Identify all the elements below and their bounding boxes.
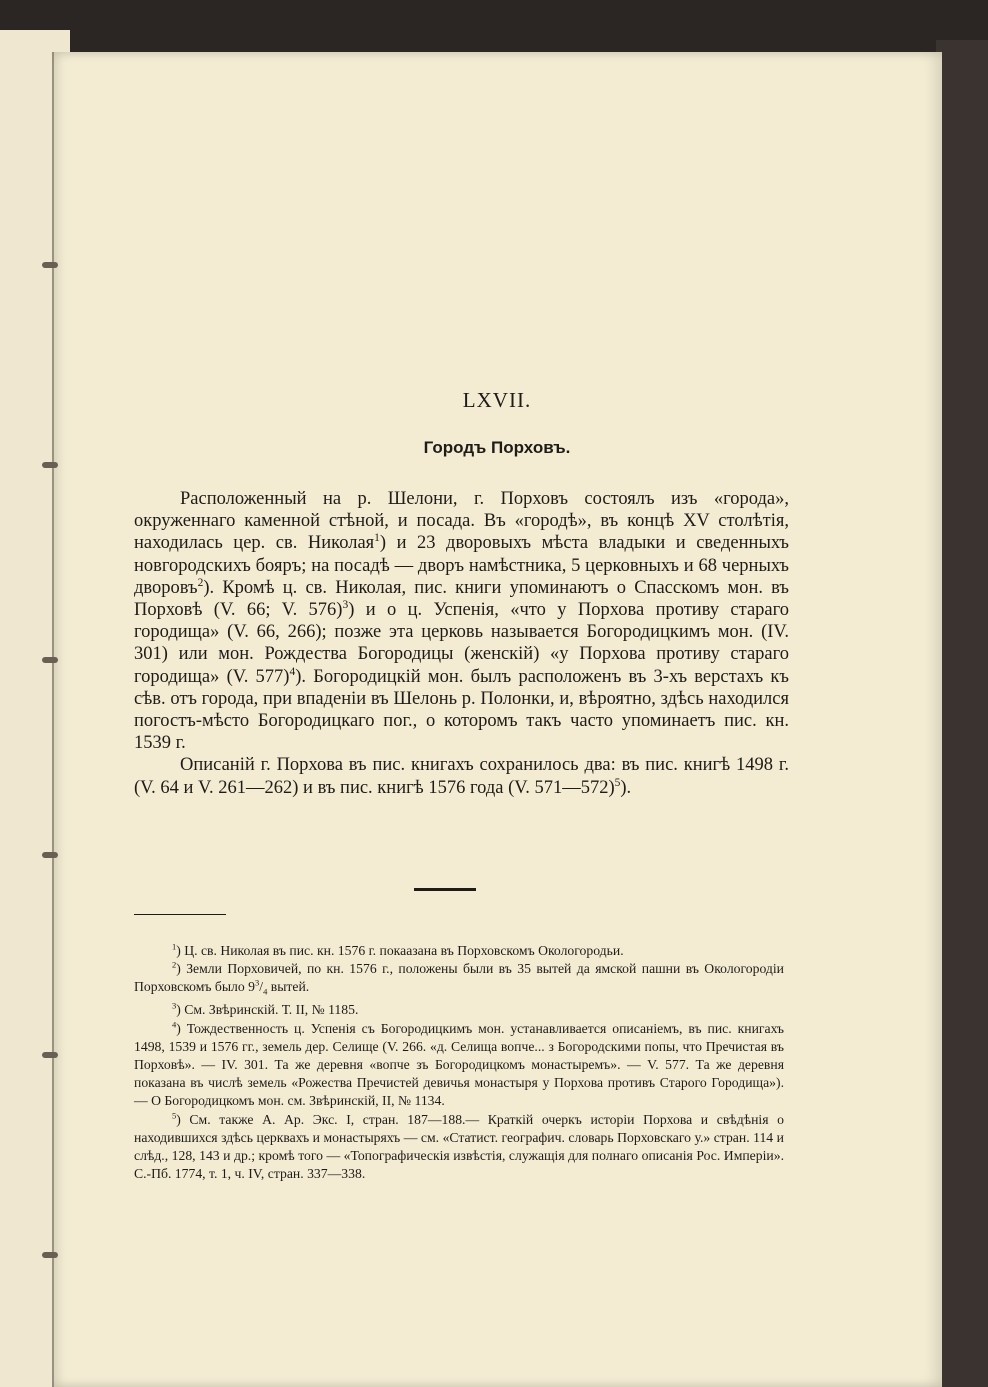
footnote-text: ) Ц. св. Николая въ пис. кн. 1576 г. покаазана въ Порховскомъ Окологородьи.: [176, 943, 624, 958]
text-segment: Описаній г. Порхова въ пис. книгахъ сохранилось два: въ пис. книгѣ 1498 г. (V. 64 и V. 261—262) и въ пис. книгѣ 1576 года (V. 571—572): [134, 755, 789, 798]
footnote-number: 1: [172, 941, 177, 952]
footnote-marker-4[interactable]: 4: [289, 665, 296, 678]
binding-stitch: [42, 657, 58, 663]
book-cover: [936, 40, 988, 1387]
section-divider: [414, 888, 476, 891]
footnote-number: 3: [172, 1000, 177, 1011]
footnote-rule: [134, 914, 226, 915]
footnote-text: ) См. Звѣринскій. Т. II, № 1185.: [176, 1002, 359, 1018]
binding-stitch: [42, 1052, 58, 1058]
text-segment: ). Богородицкій мон. былъ расположенъ въ 3-хъ верстахъ къ сѣв. отъ города, при впаденіи въ Шелонь р. Полонки, и, вѣроятно, здѣсь находился погостъ-мѣсто Богородицкаго пог., о которомъ такъ часто упоминаетъ пис. кн. 1539 г.: [134, 666, 789, 754]
chapter-title: Городъ Порховъ.: [423, 438, 571, 457]
footnote-5: [134, 1111, 784, 1184]
footnote-number: 2: [172, 959, 177, 970]
footnote-marker-1[interactable]: 1: [374, 532, 380, 545]
footnote-text: ) Тождественность ц. Успенія съ Богородицкимъ мон. устанавливается описаніемъ, въ пис. книгахъ 1498, 1539 и 1576 гг., земель дер. Селище (V. 266. «д. Селища вопче... з Богородскими попы, что Пречистая въ Порховѣ». — IV. 301. Та же деревня «вопче зъ Богородицкомъ монастыремъ». — V. 577. Та же деревня показана въ числѣ земель «Рожества Пречистей девичья монастыря у Порхова противъ Старого Городища»). — О Богородицкомъ мон. см. Звѣринскій, II, № 1134.: [134, 1020, 784, 1109]
fraction-numerator: 3: [255, 977, 260, 988]
footnote-3: [134, 1001, 784, 1019]
main-text: [134, 488, 789, 799]
binding-stitch: [42, 1252, 58, 1258]
footnotes: [134, 942, 784, 1183]
text-segment: ) и о ц. Успенія, «что у Порхова противу стараго городища» (V. 66, 266); позже эта церковь называется Богородицкимъ мон. (IV. 301) или мон. Рождества Богородицы (женскій) «у Порхова противу стараго городища» (V. 577): [134, 600, 789, 687]
footnote-number: 4: [172, 1018, 177, 1029]
text-segment: ).: [620, 777, 632, 798]
text-segment: ) и 23 дворовыхъ мѣста владыки и сведенныхъ новгородскихъ бояръ; на посадѣ — дворъ намѣстника, 5 церковныхъ и 68 черныхъ дворовъ: [134, 533, 789, 598]
footnote-text: ) Земли Порховичей, по кн. 1576 г., положены были въ 35 вытей да ямской пашни въ Окологородіи Порховскомъ было 9: [134, 961, 784, 995]
footnote-2: $^2$) Земли Порховичей, по кн. 1576 г., положены были въ 35 вытей да ямской пашни въ Окологородіи Порховскомъ было $9^3/_4$ вытей.: [134, 959, 784, 998]
chapter-number: LXVII.: [462, 388, 532, 412]
footnote-text: вытей.: [267, 979, 310, 995]
footnote-number: 5: [172, 1110, 177, 1120]
gutter-line: [52, 52, 54, 1387]
binding-stitch: [42, 262, 58, 268]
text-segment: ). Кромѣ ц. св. Николая, пис. книги упоминаютъ о Спасскомъ мон. въ Порховѣ (V. 66; V. 576): [134, 577, 789, 621]
footnote-marker-5[interactable]: 5: [614, 776, 621, 789]
binding-stitch: [42, 852, 58, 858]
paragraph-1: [134, 488, 789, 754]
footnote-1: [134, 942, 784, 960]
footnote-text: ) См. также А. Ар. Экс. I, стран. 187—188.— Краткій очеркъ исторіи Порхова и свѣдѣнія о находившихся здѣсь церквахъ и монастыряхъ — см. «Статист. географич. словарь Порховскаго у.» стран. 114 и слѣд., 128, 143 и др.; кромѣ того — «Топографическія извѣстія, служащія для полнаго описанія Рос. Имперіи». С.-Пб. 1774, т. 1, ч. IV, стран. 337—338.: [134, 1111, 784, 1182]
paragraph-2: [134, 754, 789, 798]
binding-stitch: [42, 462, 58, 468]
text-segment: Расположенный на р. Шелони, г. Порховъ состоялъ изъ «города», окруженнаго каменной стѣной, и посада. Въ «городѣ», въ концѣ XV столѣтія, находилась цер. св. Николая: [134, 489, 789, 554]
footnote-marker-2[interactable]: 2: [197, 576, 204, 589]
footnote-4: [134, 1020, 784, 1111]
book-page: [52, 52, 942, 1387]
footnote-marker-3[interactable]: 3: [342, 598, 349, 611]
fraction-denominator: 4: [263, 987, 268, 998]
